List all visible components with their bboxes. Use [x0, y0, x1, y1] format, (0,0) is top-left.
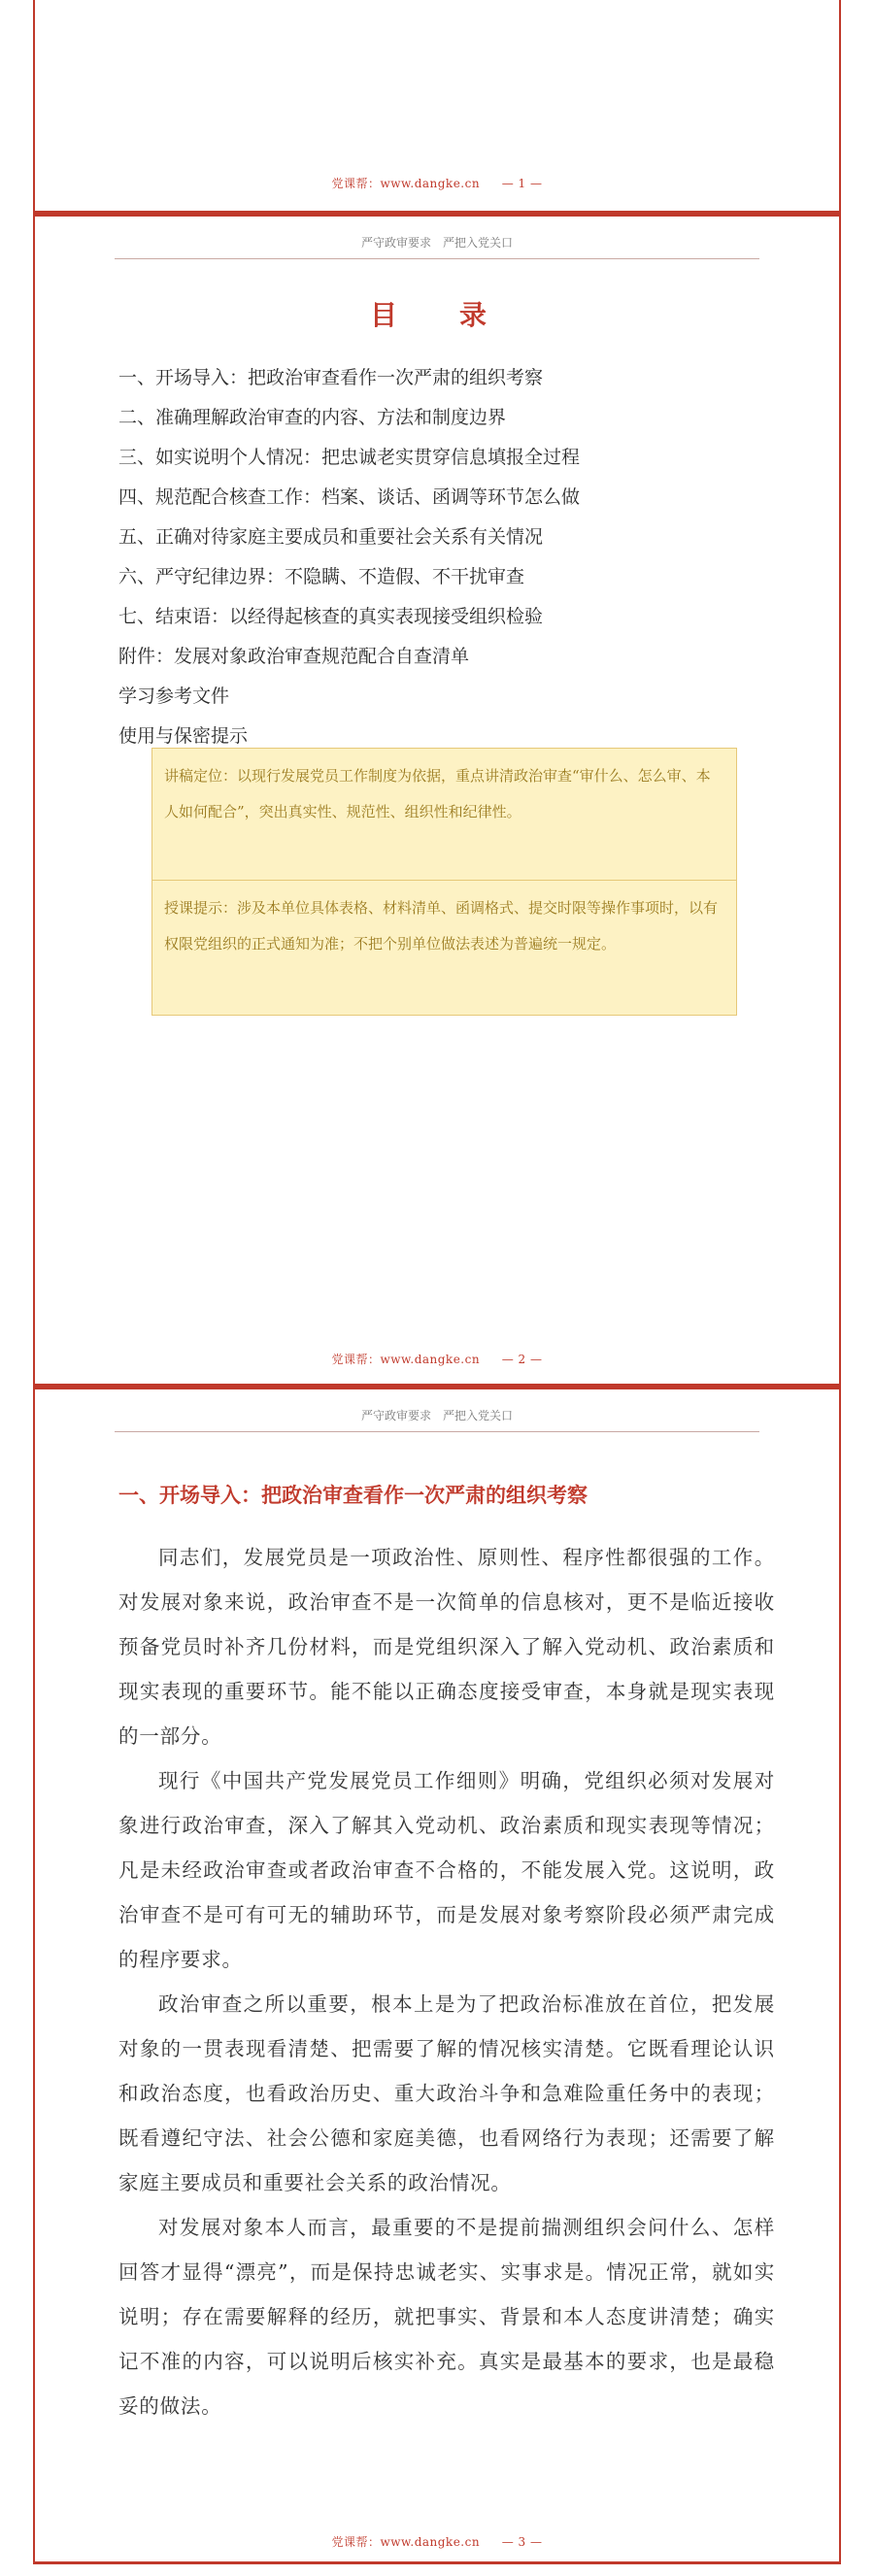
body-paragraph: 现行《中国共产党发展党员工作细则》明确，党组织必须对发展对象进行政治审查，深入了解其入党动机、政治素质和现实表现等情况；凡是未经政治审查或者政治审查不合格的，不能发展入党。这说明，政治审查不是可有可无的辅助环节，而是发展对象考察阶段必须严肃完成的程序要求。: [118, 1769, 775, 1971]
toc-title: 目 录: [369, 299, 504, 331]
running-head: 严守政审要求 严把入党关口: [115, 234, 759, 259]
body-paragraph: 对发展对象本人而言，最重要的不是提前揣测组织会问什么、怎样回答才显得“漂亮”，而是保持忠诚老实、实事求是。情况正常，就如实说明；存在需要解释的经历，就把事实、背景和本人态度讲清楚；确实记不准的内容，可以说明后核实补充。真实是最基本的要求，也是最稳妥的做法。: [118, 2216, 775, 2418]
page-3: [33, 1387, 841, 2564]
positioning-note: 讲稿定位：以现行发展党员工作制度为依据，重点讲清政治审查“审什么、怎么审、本人如何配合”，突出真实性、规范性、组织性和纪律性。: [151, 748, 737, 881]
toc-item[interactable]: 二、准确理解政治审查的内容、方法和制度边界: [118, 407, 507, 428]
page-1: [33, 0, 841, 214]
body-paragraph: 同志们，发展党员是一项政治性、原则性、程序性都很强的工作。对发展对象来说，政治审查不是一次简单的信息核对，更不是临近接收预备党员时补齐几份材料，而是党组织深入了解入党动机、政治素质和现实表现的重要环节。能不能以正确态度接受审查，本身就是现实表现的一部分。: [118, 1546, 775, 1748]
page-2: [33, 214, 841, 1387]
page-footer: [35, 175, 839, 191]
toc-list: [118, 358, 756, 756]
footer-site: 党课帮：www.dangke.cn: [331, 1353, 481, 1366]
toc-item[interactable]: 六、严守纪律边界：不隐瞒、不造假、不干扰审查: [118, 566, 525, 587]
teaching-tip-note: 授课提示：涉及本单位具体表格、材料清单、函调格式、提交时限等操作事项时，以有权限党组织的正式通知为准；不把个别单位做法表述为普遍统一规定。: [151, 881, 737, 1016]
toc-item[interactable]: 使用与保密提示: [118, 725, 249, 747]
footer-page-number: — 2 —: [501, 1353, 543, 1366]
page-footer: [35, 1351, 839, 1367]
running-head: 严守政审要求 严把入党关口: [115, 1407, 759, 1432]
section-body: [118, 1535, 775, 2428]
toc-item[interactable]: 五、正确对待家庭主要成员和重要社会关系有关情况: [118, 526, 544, 548]
section-heading: 一、开场导入：把政治审查看作一次严肃的组织考察: [118, 1484, 588, 1507]
toc-item[interactable]: 学习参考文件: [118, 686, 230, 707]
footer-site: 党课帮：www.dangke.cn: [331, 2535, 481, 2549]
toc-item[interactable]: 附件：发展对象政治审查规范配合自查清单: [118, 646, 470, 667]
footer-site: 党课帮：www.dangke.cn: [331, 177, 481, 190]
page-footer: [35, 2533, 839, 2550]
toc-item[interactable]: 七、结束语：以经得起核查的真实表现接受组织检验: [118, 606, 544, 627]
toc-item[interactable]: 四、规范配合核查工作：档案、谈话、函调等环节怎么做: [118, 486, 581, 508]
body-paragraph: 政治审查之所以重要，根本上是为了把政治标准放在首位，把发展对象的一贯表现看清楚、把需要了解的情况核实清楚。它既看理论认识和政治态度，也看政治历史、重大政治斗争和急难险重任务中的表现；既看遵纪守法、社会公德和家庭美德，也看网络行为表现；还需要了解家庭主要成员和重要社会关系的政治情况。: [118, 1992, 775, 2194]
footer-page-number: — 3 —: [501, 2535, 543, 2549]
toc-item[interactable]: 三、如实说明个人情况：把忠诚老实贯穿信息填报全过程: [118, 447, 581, 468]
toc-item[interactable]: 一、开场导入：把政治审查看作一次严肃的组织考察: [118, 367, 544, 388]
footer-page-number: — 1 —: [501, 177, 543, 190]
